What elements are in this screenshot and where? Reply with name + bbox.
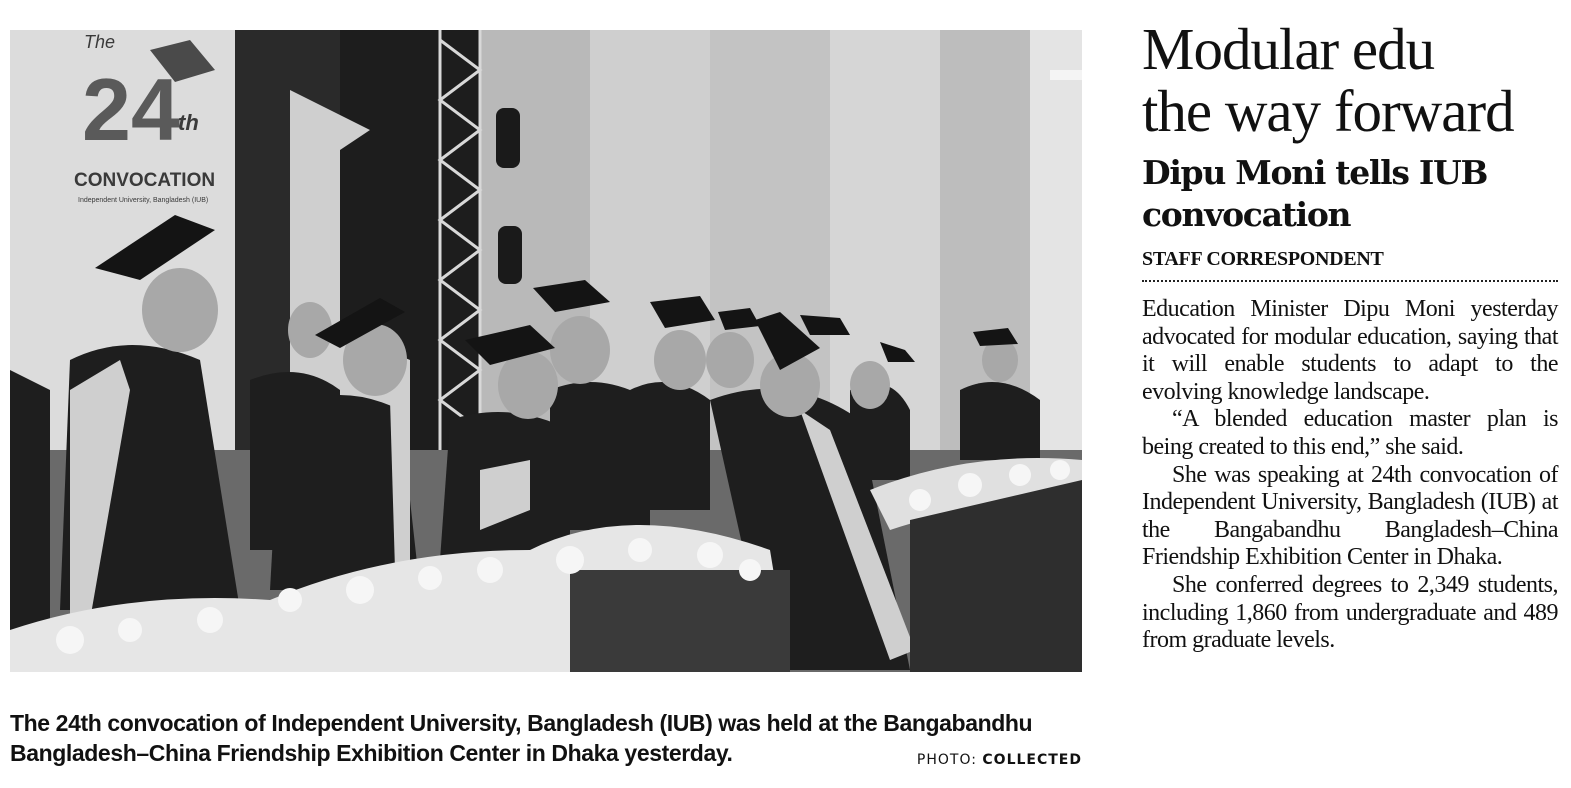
caption-line: The 24th convocation of Independent University, Bangladesh (IUB) was held at the Bangabandhu	[10, 710, 1033, 736]
news-photo	[10, 30, 1082, 672]
byline: STAFF CORRESPONDENT	[1142, 246, 1558, 282]
article-body	[1142, 296, 1558, 655]
article-paragraph: She was speaking at 24th convocation of Independent University, Bangladesh (IUB) at the Bangabandhu Bangladesh–China Friendship Exhibition Center in Dhaka.	[1142, 461, 1558, 571]
banner-word: CONVOCATION	[74, 170, 216, 191]
headline-line: Modular edu	[1142, 16, 1435, 82]
banner-number: 24	[82, 60, 180, 159]
photo-credit	[917, 752, 1082, 768]
photo-credit-source: COLLECTED	[982, 752, 1082, 768]
banner-ordinal: th	[178, 110, 199, 135]
article	[1142, 18, 1558, 655]
headline	[1142, 18, 1558, 142]
banner-institution: Independent University, Bangladesh (IUB)	[78, 197, 209, 204]
article-paragraph: Education Minister Dipu Moni yesterday advocated for modular education, saying that it will enable students to adapt to the evolving knowledge landscape.	[1142, 296, 1558, 405]
banner-the: The	[84, 32, 116, 52]
headline-line: the way forward	[1142, 78, 1514, 144]
photo-credit-label: PHOTO:	[916, 752, 977, 768]
caption-line: Bangladesh–China Friendship Exhibition Center in Dhaka yesterday.	[10, 740, 733, 766]
article-paragraph: “A blended education master plan is being created to this end,” she said.	[1142, 406, 1558, 460]
article-paragraph: She conferred degrees to 2,349 students, including 1,860 from undergraduate and 489 from graduate levels.	[1142, 571, 1558, 654]
subheadline: Dipu Moni tells IUB convocation	[1142, 153, 1488, 234]
